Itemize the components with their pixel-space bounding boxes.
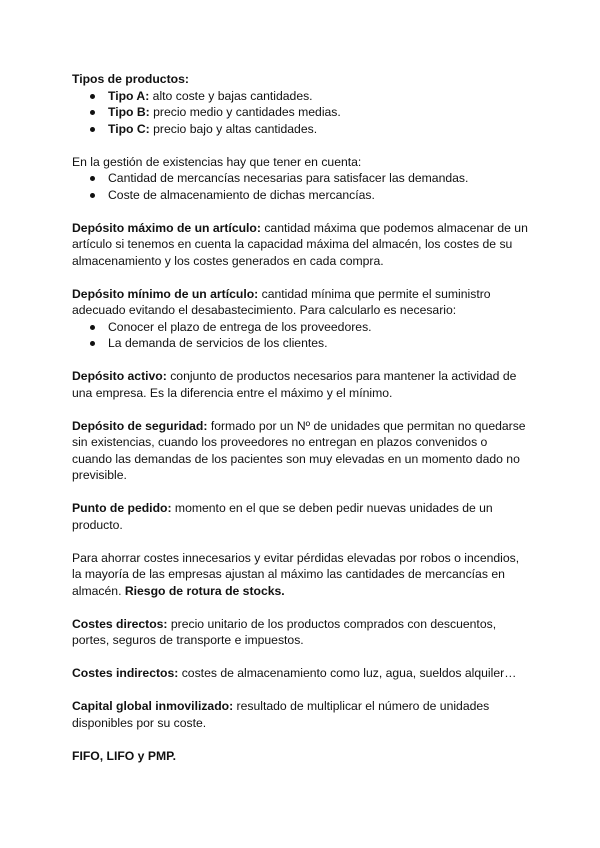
deposito-activo-paragraph: Depósito activo: conjunto de productos necesarios para mantener la actividad de una empresa. Es la diferencia entre el máximo y el mínimo. (72, 369, 517, 400)
list-item: Tipo B: precio medio y cantidades medias. (72, 104, 530, 121)
document-body (72, 71, 530, 764)
list-item: Tipo A: alto coste y bajas cantidades. (72, 88, 530, 105)
gestion-intro: En la gestión de existencias hay que tener en cuenta: (72, 154, 362, 169)
list-item: Cantidad de mercancías necesarias para satisfacer las demandas. (72, 170, 530, 187)
ahorro-paragraph: Para ahorrar costes innecesarios y evitar pérdidas elevadas por robos o incendios, la mayoría de las empresas ajustan al máximo las cantidades de mercancías en almacén. Riesgo de rotura de stocks. (72, 550, 520, 598)
list-item: Coste de almacenamiento de dichas mercancías. (72, 187, 530, 204)
tipos-heading: Tipos de productos: (72, 72, 189, 86)
costes-indirectos-paragraph: Costes indirectos: costes de almacenamiento como luz, agua, sueldos alquiler… (72, 666, 517, 680)
deposito-minimo-paragraph: Depósito mínimo de un artículo: cantidad mínima que permite el suministro adecuado evitando el desabastecimiento. Para calcularlo es necesario: (72, 286, 491, 317)
deposito-seguridad-paragraph: Depósito de seguridad: formado por un Nº de unidades que permitan no quedarse sin existencias, cuando los proveedores no entregan en plazos convenidos o cuando las demandas de los pacientes son muy elevadas en un momento dado no previsible. (72, 418, 526, 482)
list-item: Conocer el plazo de entrega de los proveedores. (72, 319, 530, 336)
costes-directos-paragraph: Costes directos: precio unitario de los productos comprados con descuentos, portes, seguros de transporte e impuestos. (72, 616, 497, 647)
final-heading: FIFO, LIFO y PMP. (72, 748, 177, 763)
tipos-list (72, 88, 530, 138)
list-item: Tipo C: precio bajo y altas cantidades. (72, 121, 530, 138)
punto-pedido-paragraph: Punto de pedido: momento en el que se deben pedir nuevas unidades de un producto. (72, 501, 493, 532)
deposito-maximo-paragraph: Depósito máximo de un artículo: cantidad máxima que podemos almacenar de un artículo si tenemos en cuenta la capacidad máxima del almacén, los costes de su almacenamiento y los costes generados en cada compra. (72, 220, 528, 268)
list-item: La demanda de servicios de los clientes. (72, 335, 530, 352)
gestion-list (72, 170, 530, 203)
deposito-minimo-list (72, 319, 530, 352)
capital-global-paragraph: Capital global inmovilizado: resultado de multiplicar el número de unidades disponibles por su coste. (72, 699, 490, 730)
